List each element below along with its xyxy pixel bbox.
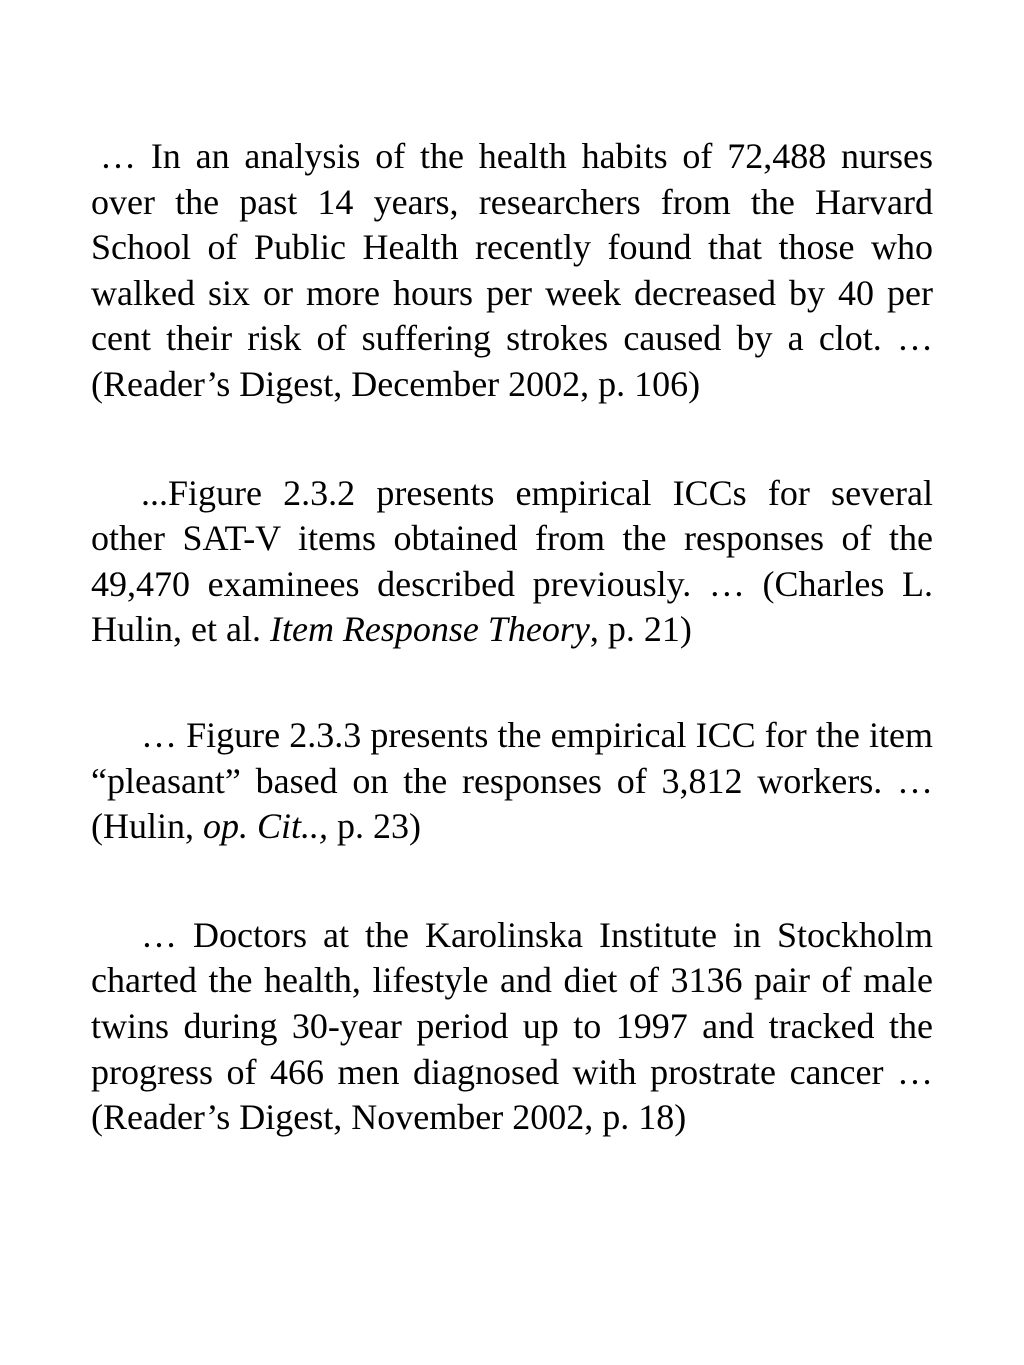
book-title-italic: Item Response Theory [269,609,590,650]
paragraph-nurses-study [91,134,933,408]
paragraph-text: ...Figure 2.3.2 presents empirical ICCs for several other SAT-V items obtained from the responses of the 49,470 examinees described previously. … (Charles L. Hulin, et al. [91,472,933,650]
document-page [91,134,933,1141]
paragraph-text: … In an analysis of the health habits of 72,488 nurses over the past 14 years, researchers from the Harvard School of Public Health recently found that those who walked six or more hours per week decreased by 40 per cent their risk of suffering strokes caused by a clot. … (Reader’s Digest, December 2002, p. 106) [91,136,933,404]
paragraph-text: … Doctors at the Karolinska Institute in Stockholm charted the health, lifestyle and diet of 3136 pair of male twins during 30-year period up to 1997 and tracked the progress of 466 men diagnosed with prostrate cancer … (Reader’s Digest, November 2002, p. 18) [91,914,933,1138]
paragraph-text: … Figure 2.3.3 presents the empirical ICC for the item “pleasant” based on the responses of 3,812 workers. … (Hulin, [91,714,933,847]
paragraph-pleasant-figure [91,713,933,850]
paragraph-sat-v-figure [91,471,933,653]
paragraph-text: p. 23) [328,806,422,847]
citation-italic: op. Cit.., [203,806,329,847]
paragraph-text: , p. 21) [589,609,692,650]
paragraph-karolinska-study [91,913,933,1141]
